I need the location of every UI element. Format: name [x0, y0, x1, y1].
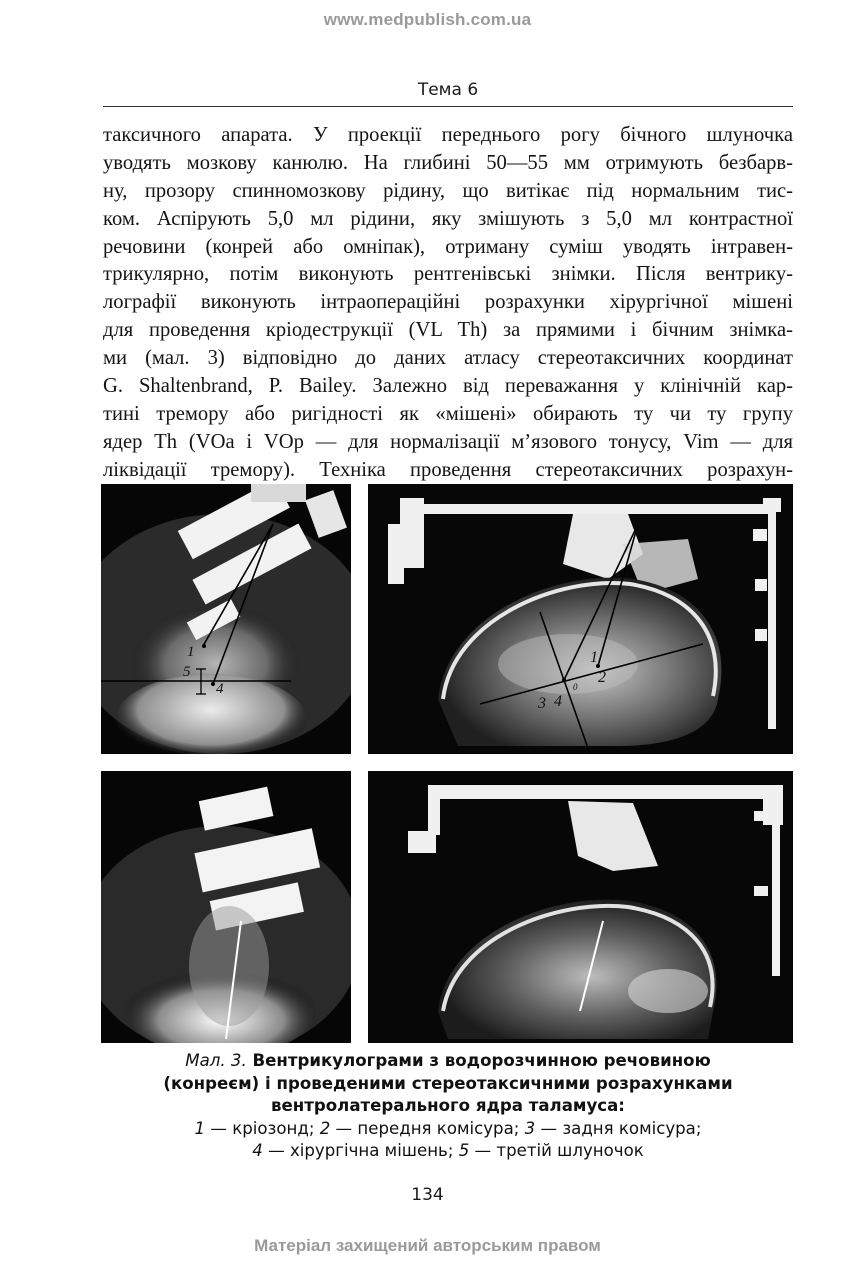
caption-title-line: (конреєм) і проведеними стереотаксичними розрахунками — [163, 1073, 733, 1093]
body-line: тині тремору або ригідності як «мішені» обирають ту чи ту групу — [103, 402, 793, 425]
body-line: G. Shaltenbrand, P. Bailey. Залежно від переважання у клінічній кар- — [103, 375, 793, 398]
figure-label: 1 — [590, 649, 598, 666]
caption-title-line — [103, 1050, 793, 1073]
caption-legend-line — [103, 1140, 793, 1163]
body-line: для проведення кріодеструкції (VL Th) за прямими і бічним знімка- — [103, 319, 793, 342]
body-line: ліквідації тремору). Техніка проведення стереотаксичних розрахун- — [103, 458, 793, 481]
figure-label: 2 — [598, 669, 606, 686]
figure-label: 3 — [538, 695, 546, 712]
legend-text: — передня комісура; — [330, 1118, 525, 1138]
caption-title-line: вентролатерального ядра таламуса: — [271, 1096, 625, 1115]
body-line: ядер Th (VOa і VOp — для нормалізації м’язового тонусу, Vim — для — [103, 430, 793, 453]
watermark-top: www.medpublish.com.ua — [323, 10, 532, 29]
watermark-bottom: Матеріал захищений авторським правом — [254, 1236, 601, 1255]
xray-lateral-marked-graphic — [368, 484, 793, 754]
legend-text: — задня комісура; — [535, 1118, 702, 1138]
body-line: речовини (конрей або омніпак), отриману суміш уводять інтравен- — [103, 235, 793, 258]
body-line: трикулярно, потім виконують рентгенівські знімки. Після вентрику- — [103, 263, 793, 286]
caption-legend-line — [103, 1118, 793, 1141]
xray-lateral — [368, 771, 793, 1043]
legend-number: 1 — [194, 1118, 206, 1138]
xray-frontal — [101, 771, 351, 1043]
figure-label: 5 — [183, 664, 191, 680]
body-line: ми (мал. 3) відповідно до даних атласу стереотаксичних координат — [103, 347, 793, 370]
body-line: лографії виконують інтраопераційні розрахунки хірургічної мішені — [103, 291, 793, 314]
body-line: таксичного апарата. У проекції переднього рогу бічного шлуночка — [103, 124, 793, 146]
header-rule — [103, 106, 793, 107]
xray-frontal-graphic — [101, 771, 351, 1043]
body-paragraph — [103, 122, 793, 485]
figure-label: 0 — [573, 682, 578, 692]
xray-frontal-marked-graphic — [101, 484, 351, 754]
legend-number: 4 — [252, 1141, 263, 1160]
legend-number: 2 — [319, 1118, 331, 1138]
legend-text: — хірургічна мішень; — [262, 1141, 459, 1160]
body-line: уводять мозкову канюлю. На глибині 50—55 мм отримують безбарв- — [103, 151, 793, 174]
running-header: Тема 6 — [417, 80, 479, 100]
xray-lateral-marked — [368, 484, 793, 754]
legend-text: — третій шлуночок — [469, 1141, 644, 1160]
legend-number: 3 — [524, 1118, 536, 1138]
body-line: ну, прозору спинномозкову рідину, що витікає під нормальним тис- — [103, 179, 793, 202]
figure-label: 4 — [554, 693, 562, 710]
xray-lateral-graphic — [368, 771, 793, 1043]
figure-label: 4 — [216, 681, 224, 697]
xray-frontal-marked — [101, 484, 351, 754]
body-line: ком. Аспірують 5,0 мл рідини, яку змішують з 5,0 мл контрастної — [103, 207, 793, 230]
legend-text: — кріозонд; — [205, 1118, 320, 1138]
page-number: 134 — [411, 1185, 444, 1205]
figure-caption — [103, 1050, 793, 1163]
legend-number: 5 — [458, 1141, 470, 1160]
caption-title: Вентрикулограми з водорозчинною речовиною — [246, 1051, 711, 1070]
figure-label: 1 — [187, 644, 195, 660]
caption-figure-ref: Мал. 3. — [185, 1051, 247, 1070]
